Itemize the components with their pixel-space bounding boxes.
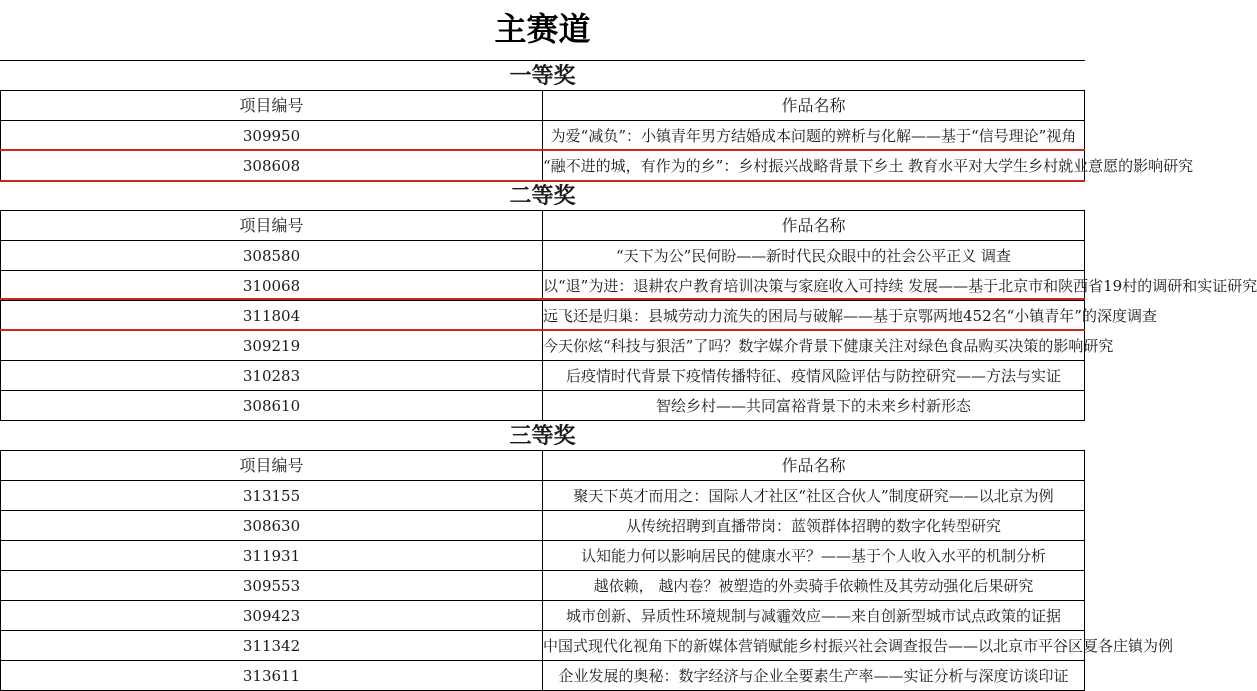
table-row	[1, 481, 1085, 511]
project-id: 310068	[1, 271, 543, 301]
section-header-second-prize	[1, 181, 1085, 211]
project-name: 聚天下英才而用之：国际人才社区“社区合伙人”制度研究——以北京为例	[543, 481, 1085, 511]
project-name: “融不进的城，有作为的乡”：乡村振兴战略背景下乡土 教育水平对大学生乡村就业意愿的影响研究	[543, 151, 1085, 181]
project-id: 308608	[1, 151, 543, 181]
project-id: 313611	[1, 661, 543, 691]
project-name: 以“退”为进：退耕农户教育培训决策与家庭收入可持续 发展——基于北京市和陕西省19村的调研和实证研究	[543, 271, 1085, 301]
project-name: 企业发展的奥秘：数字经济与企业全要素生产率——实证分析与深度访谈印证	[543, 661, 1085, 691]
project-id: 308610	[1, 391, 543, 421]
project-name: “天下为公”民何盼——新时代民众眼中的社会公平正义 调查	[543, 241, 1085, 271]
project-name: 远飞还是归巢：县城劳动力流失的困局与破解——基于京鄂两地452名“小镇青年”的深度调查	[543, 301, 1085, 331]
section-title: 三等奖	[1, 421, 1085, 451]
project-name: 智绘乡村——共同富裕背景下的未来乡村新形态	[543, 391, 1085, 421]
column-header-id: 项目编号	[1, 91, 543, 121]
table-row	[1, 151, 1085, 181]
award-table	[0, 60, 1257, 691]
table-row	[1, 241, 1085, 271]
project-name: 认知能力何以影响居民的健康水平？——基于个人收入水平的机制分析	[543, 541, 1085, 571]
table-row	[1, 541, 1085, 571]
column-header-row	[1, 451, 1085, 481]
column-header-id: 项目编号	[1, 211, 543, 241]
red-underline	[0, 180, 1085, 182]
section-header-third-prize	[1, 421, 1085, 451]
project-name: 今天你炫“科技与狠活”了吗？数字媒介背景下健康关注对绿色食品购买决策的影响研究	[543, 331, 1085, 361]
section-title: 二等奖	[1, 181, 1085, 211]
table-row	[1, 301, 1085, 331]
project-id: 311342	[1, 631, 543, 661]
table-row	[1, 361, 1085, 391]
project-name: 从传统招聘到直播带岗：蓝领群体招聘的数字化转型研究	[543, 511, 1085, 541]
red-underline	[0, 329, 1085, 331]
project-id: 313155	[1, 481, 543, 511]
column-header-name: 作品名称	[543, 451, 1085, 481]
project-id: 309950	[1, 121, 543, 151]
project-name: 城市创新、异质性环境规制与减霾效应——来自创新型城市试点政策的证据	[543, 601, 1085, 631]
table-row	[1, 661, 1085, 691]
column-header-row	[1, 91, 1085, 121]
project-id: 308580	[1, 241, 543, 271]
column-header-name: 作品名称	[543, 91, 1085, 121]
red-underline	[0, 149, 1085, 151]
project-id: 309423	[1, 601, 543, 631]
section-header-first-prize	[1, 61, 1085, 91]
section-title: 一等奖	[1, 61, 1085, 91]
table-row	[1, 511, 1085, 541]
project-id: 309219	[1, 331, 543, 361]
project-name: 越依赖， 越内卷？被塑造的外卖骑手依赖性及其劳动强化后果研究	[543, 571, 1085, 601]
project-id: 309553	[1, 571, 543, 601]
table-row	[1, 331, 1085, 361]
project-name: 后疫情时代背景下疫情传播特征、疫情风险评估与防控研究——方法与实证	[543, 361, 1085, 391]
project-name: 中国式现代化视角下的新媒体营销赋能乡村振兴社会调查报告——以北京市平谷区夏各庄镇为例	[543, 631, 1085, 661]
table-row	[1, 631, 1085, 661]
project-id: 311931	[1, 541, 543, 571]
table-row	[1, 271, 1085, 301]
table-row	[1, 571, 1085, 601]
project-name: 为爱“减负”：小镇青年男方结婚成本问题的辨析与化解——基于“信号理论”视角	[543, 121, 1085, 151]
column-header-row	[1, 211, 1085, 241]
column-header-id: 项目编号	[1, 451, 543, 481]
project-id: 310283	[1, 361, 543, 391]
project-id: 308630	[1, 511, 543, 541]
project-id: 311804	[1, 301, 543, 331]
page-title: 主赛道	[0, 0, 1085, 61]
column-header-name: 作品名称	[543, 211, 1085, 241]
table-row	[1, 391, 1085, 421]
table-row	[1, 121, 1085, 151]
table-row	[1, 601, 1085, 631]
red-underline	[0, 298, 1085, 300]
